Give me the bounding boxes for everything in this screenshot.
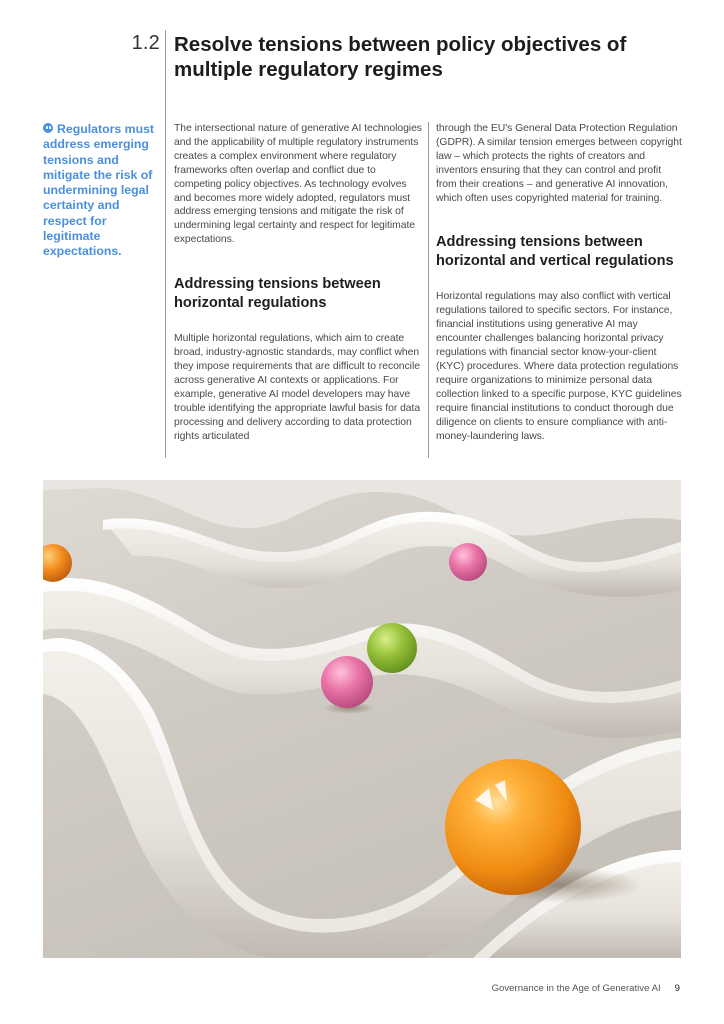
green-sphere	[367, 623, 417, 673]
page-title: Resolve tensions between policy objectives of multiple regulatory regimes	[174, 33, 627, 81]
hero-image	[43, 480, 681, 958]
pink-sphere	[321, 656, 373, 708]
quote-icon	[43, 123, 53, 133]
page-number: 9	[674, 983, 680, 994]
intro-paragraph: The intersectional nature of generative AI technologies and the applicability of multiple regulatory instruments creates a complex environment where regulatory frameworks often overlap and conflict due to competing policy objectives. As technology evolves and becomes more widely adopted, regulators must address emerging tensions and mitigate the risk of undermining legal certainty and respect for legitimate expectations.	[174, 123, 422, 246]
pull-quote	[43, 122, 161, 260]
publication-title: Governance in the Age of Generative AI	[491, 983, 661, 994]
continued-paragraph: through the EU's General Data Protection Regulation (GDPR). A similar tension emerges between copyright law – which protects the rights of creators and inventors ensuring that they can control and profit from their creations – and generative AI innovation, which often uses copyrighted material for training.	[436, 123, 682, 204]
horizontal-paragraph: Multiple horizontal regulations, which aim to create broad, industry-agnostic standards, may conflict when they impose requirements that are difficult to reconcile across generative AI contexts or applications. For example, generative AI model developers may have trouble identifying the appropriate lawful basis for data processing and delivery according to data protection rights articulated	[174, 333, 421, 442]
section-divider	[165, 30, 166, 458]
text-column-right	[436, 122, 684, 443]
subheading-horizontal-vertical: Addressing tensions between horizontal and vertical regulations	[436, 234, 674, 270]
text-column-left	[174, 122, 424, 443]
page-footer	[492, 983, 680, 994]
wavy-channels-illustration	[43, 480, 681, 958]
subheading-horizontal: Addressing tensions between horizontal regulations	[174, 276, 381, 312]
orange-sphere-small	[43, 544, 72, 582]
pink-sphere-far	[449, 543, 487, 581]
pull-quote-text: Regulators must address emerging tensions and mitigate the risk of undermining legal certainty and respect for legitimate expectations.	[43, 122, 155, 259]
section-number: 1.2	[131, 32, 160, 54]
orange-sphere-large	[445, 759, 581, 895]
horizontal-vertical-paragraph: Horizontal regulations may also conflict with vertical regulations tailored to specific sectors. For instance, financial institutions using generative AI may encounter challenges balancing horizontal privacy regulations with financial sector know-your-client (KYC) procedures. Where data protection regulations require organizations to minimize personal data collection linked to a specific purpose, KYC guidelines require financial institutions to conduct thorough due diligence on clients to ensure compliance with anti-money-laundering laws.	[436, 291, 682, 442]
column-divider	[428, 122, 429, 458]
